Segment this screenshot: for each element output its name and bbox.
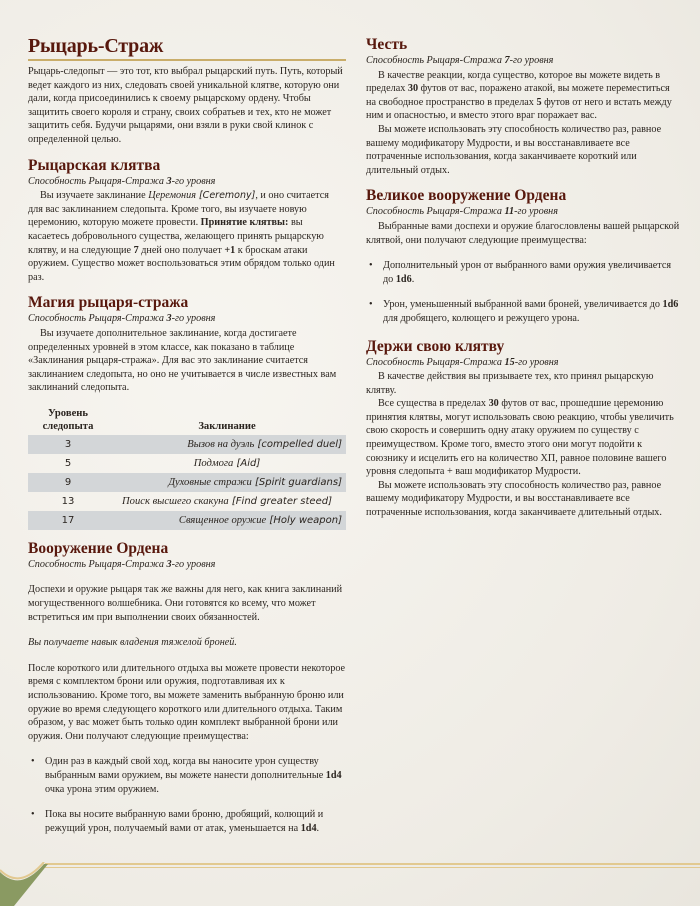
paragraph: В качестве действия вы призываете тех, кто принял рыцарскую клятву. bbox=[366, 371, 654, 396]
paragraph: Вы изучаете заклинание Церемония [Ceremony], и оно считается для вас заклинанием следопыта. Кроме того, вы изучаете новую церемонию, которую можете провести. Принятие клятвы: вы касаетесь добровольного существа, желающего принять рыцарскую клятву, и на следующие 7 дней оно получает +1 к броскам атаки оружием. Существо может воспользоваться этим обрядом только один раз. bbox=[28, 190, 335, 283]
section-heading: Магия рыцаря-стража bbox=[28, 294, 189, 312]
section-armament bbox=[28, 540, 346, 836]
table-row: 9 Духовные стражи [Spirit guardians] bbox=[28, 473, 346, 492]
intro-paragraph: Рыцарь-следопыт — это тот, кто выбрал рыцарский путь. Путь, который ведет каждого из них, следовать своей уникальной клятве, которую они дали, когда присоединились к своему рыцарскому ордену. Чтобы защитить своего короля и страну, своих собратьев и тех, кто не может защитить себя. Будучи рыцарями, они взяли в руки свой клинок с определенной целью. bbox=[28, 66, 343, 145]
column-header: Заклинание bbox=[198, 420, 256, 432]
paragraph: Вы изучаете дополнительное заклинание, когда достигаете определенных уровней в этом классе, как показано в таблице «Заклинания рыцаря-стража». Для вас это заклинание считается заклинанием следопыта, но оно не учитывается в числе известных вам заклинаний следопыта. bbox=[28, 327, 337, 394]
column-header: Уровень следопыта bbox=[42, 407, 94, 432]
table-row: 5 Подмога [Aid] bbox=[64, 457, 261, 469]
section-heading: Честь bbox=[366, 36, 408, 53]
list-item: • Один раз в каждый свой ход, когда вы наносите урон существу выбранным вами оружием, вы можете нанести дополнительные 1d4 очка урона этим оружием. bbox=[28, 755, 346, 796]
left-column bbox=[28, 34, 346, 847]
list-item: • Пока вы носите выбранную вами броню, дробящий, колющий и режущий урон, получаемый вами от атак, уменьшается на 1d4. bbox=[28, 808, 346, 835]
paragraph: Доспехи и оружие рыцаря так же важны для него, как книга заклинаний могущественного волшебника. Они готовятся ко всему, что может встретиться им при выполнении своих обязанностей. bbox=[28, 584, 343, 623]
section-magic bbox=[28, 294, 346, 530]
section-heading: Рыцарская клятва bbox=[28, 156, 161, 174]
section-heading: Вооружение Ордена bbox=[28, 539, 169, 557]
list-item: • Урон, уменьшенный выбранной вами броней, увеличивается до 1d6 для дробящего, колющего и режущего урона. bbox=[366, 298, 682, 325]
section-oath bbox=[28, 157, 346, 285]
feature-level: Способность Рыцаря-Стража 3-го уровня bbox=[28, 558, 216, 570]
spells-table bbox=[28, 405, 346, 530]
benefits-list bbox=[28, 755, 346, 835]
table-row: 3 Вызов на дуэль [compelled duel] bbox=[28, 435, 346, 454]
paragraph: Выбранные вами доспехи и оружие благословлены вашей рыцарской клятвой, они получают следующие преимущества: bbox=[366, 220, 680, 246]
feature-level: Способность Рыцаря-Стража 15-го уровня bbox=[366, 356, 559, 368]
feature-level: Способность Рыцаря-Стража 11-го уровня bbox=[366, 206, 558, 218]
footer-rule bbox=[45, 863, 700, 868]
section-keep-oath bbox=[366, 338, 682, 520]
section-heading: Великое вооружение Ордена bbox=[366, 187, 567, 205]
corner-ornament-icon bbox=[0, 862, 48, 906]
section-great-armament bbox=[366, 187, 682, 325]
benefits-list bbox=[366, 259, 682, 325]
table-row: 17 Священное оружие [Holy weapon] bbox=[28, 511, 346, 530]
feature-level: Способность Рыцаря-Стража 3-го уровня bbox=[28, 175, 216, 187]
section-honor bbox=[366, 36, 682, 177]
section-heading: Держи свою клятву bbox=[366, 337, 505, 355]
page-title: Рыцарь-Страж bbox=[28, 34, 346, 61]
paragraph: Вы можете использовать эту способность количество раз, равное вашему модификатору Мудрости, и вы восстанавливаете все потраченные использования, когда заканчиваете короткий или длительный отдых. bbox=[366, 123, 662, 176]
right-column bbox=[366, 26, 682, 520]
paragraph: После короткого или длительного отдыха вы можете провести некоторое время с комплектом брони или оружия, подготавливая их к использованию. Кроме того, вы можете заменить выбранную броню или оружие во время следующего короткого или длительного отдыха. Таким образом, у вас может быть только один комплект выбранной брони или оружия. Они получают следующие преимущества: bbox=[28, 662, 346, 742]
feature-level: Способность Рыцаря-Стража 3-го уровня bbox=[28, 313, 216, 325]
paragraph: Все существа в пределах 30 футов от вас, прошедшие церемонию принятия клятвы, могут использовать свою реакцию, чтобы увеличить свою скорость и совершить одну атаку оружием по существу с преимуществом. Кроме того, вместо этого они могут подойти к союзнику и исцелить его на количество ХП, равное половине вашего уровня следопыта + ваш модификатор Мудрости. bbox=[366, 398, 674, 478]
paragraph: Вы получаете навык владения тяжелой броней. bbox=[28, 637, 237, 649]
paragraph: Вы можете использовать эту способность количество раз, равное вашему модификатору Мудрости, и вы восстанавливаете все потраченные использования, когда заканчиваете длительный отдых. bbox=[366, 479, 662, 519]
feature-level: Способность Рыцаря-Стража 7-го уровня bbox=[366, 55, 554, 66]
table-row: 13 Поиск высшего скакуна [Find greater steed] bbox=[61, 495, 332, 507]
list-item: • Дополнительный урон от выбранного вами оружия увеличивается до 1d6. bbox=[366, 259, 682, 286]
paragraph: В качестве реакции, когда существо, которое вы можете видеть в пределах 30 футов от вас, поражено атакой, вы можете переместиться на свободное пространство в пределах 5 футов от него и встать между ним и опасностью, и вместо этого враг поражает вас. bbox=[366, 69, 672, 122]
